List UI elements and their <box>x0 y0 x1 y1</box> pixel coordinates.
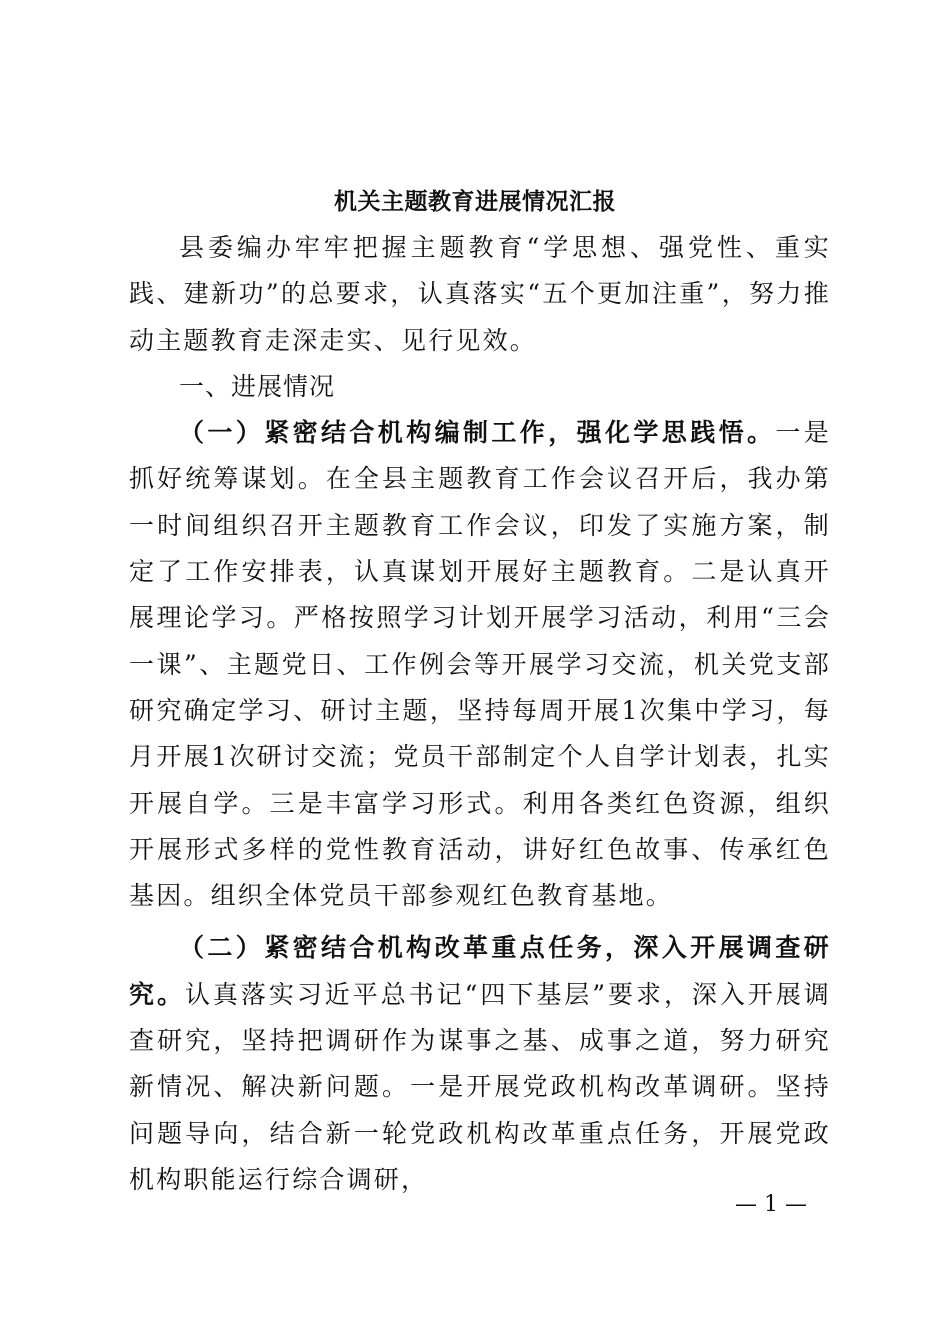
intro-paragraph: 县委编办牢牢把握主题教育“学思想、强党性、重实践、建新功”的总要求，认真落实“五个更加注重”，努力推动主题教育走深走实、见行见效。 <box>129 233 831 355</box>
document-title: 机关主题教育进展情况汇报 <box>334 188 616 215</box>
paragraph-2-body: 认真落实习近平总书记“四下基层”要求，深入开展调查研究，坚持把调研作为谋事之基、成事之道，努力研究新情况、解决新问题。一是开展党政机构改革调研。坚持问题导向，结合新一轮党政机构改革重点任务，开展党政机构职能运行综合调研， <box>129 979 831 1194</box>
paragraph-1 <box>129 410 831 919</box>
paragraph-2 <box>129 925 831 1203</box>
document-body <box>129 225 831 1203</box>
page-number: — 1 — <box>735 1192 807 1217</box>
paragraph-1-lead: （一）紧密结合机构编制工作，强化学思践悟。 <box>179 418 776 448</box>
paragraph-1-body: 一是抓好统筹谋划。在全县主题教育工作会议召开后，我办第一时间组织召开主题教育工作会议，印发了实施方案，制定了工作安排表，认真谋划开展好主题教育。二是认真开展理论学习。严格按照学习计划开展学习活动，利用“三会一课”、主题党日、工作例会等开展学习交流，机关党支部研究确定学习、研讨主题，坚持每周开展1次集中学习，每月开展1次研讨交流；党员干部制定个人自学计划表，扎实开展自学。三是丰富学习形式。利用各类红色资源，组织开展形式多样的党性教育活动，讲好红色故事、传承红色基因。组织全体党员干部参观红色教育基地。 <box>129 418 832 911</box>
section-heading: 一、进展情况 <box>179 371 336 401</box>
paragraph-2-lead: （二）紧密结合机构改革重点任务，深入开展调查研究。 <box>129 933 831 1009</box>
